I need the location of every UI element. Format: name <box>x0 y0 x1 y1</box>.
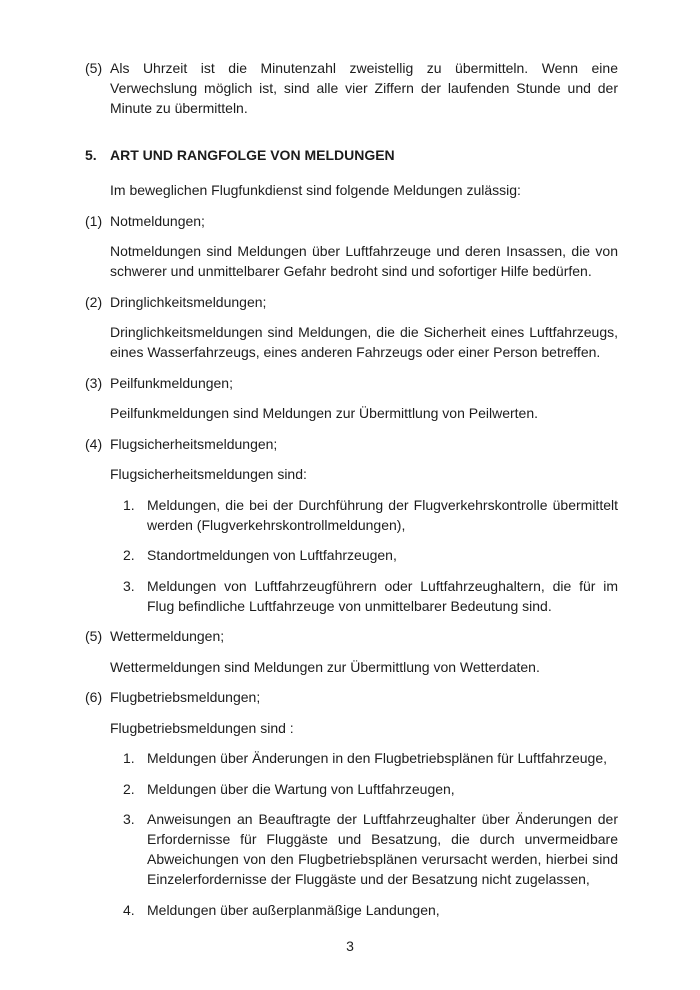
numbered-item <box>85 373 618 393</box>
indent-spacer <box>85 779 110 799</box>
item-label: Notmeldungen; <box>110 212 205 229</box>
sub-item-wrap <box>123 809 618 889</box>
item-body-text: Flugsicherheitsmeldungen sind: <box>110 466 307 482</box>
indent-spacer <box>85 403 110 423</box>
item-body-text: Flugbetriebsmeldungen sind : <box>110 719 294 736</box>
item-label: Peilfunkmeldungen; <box>110 374 233 391</box>
sub-item-text: Meldungen, die bei der Durchführung der Flugverkehrskontrolle übermittelt werden (Flugverkehrskontrollmeldungen), <box>147 496 618 533</box>
item-marker: (6) <box>85 689 103 705</box>
numbered-item <box>85 626 618 646</box>
sub-item-number: 2. <box>123 547 135 563</box>
item-body <box>85 718 618 738</box>
sub-item-text: Meldungen über außerplanmäßige Landungen, <box>147 901 440 918</box>
indent-spacer <box>85 464 110 484</box>
item-marker: (3) <box>85 374 103 391</box>
sub-item-number: 1. <box>123 496 135 513</box>
item-body-text: Wettermeldungen sind Meldungen zur Übermittlung von Wetterdaten. <box>110 658 540 675</box>
item-marker: (4) <box>85 435 103 452</box>
indent-spacer <box>85 180 110 200</box>
indent-spacer <box>85 748 110 768</box>
item-label: Wettermeldungen; <box>110 628 225 644</box>
item-label: Dringlichkeitsmeldungen; <box>110 293 267 310</box>
sub-item-text: Meldungen über Änderungen in den Flugbetriebsplänen für Luftfahrzeuge, <box>147 750 607 766</box>
numbered-item <box>85 211 618 231</box>
indent-spacer <box>85 900 110 920</box>
sub-item-number: 3. <box>123 811 135 827</box>
numbered-item <box>85 434 618 454</box>
leading-item <box>85 58 618 118</box>
sub-item-number: 3. <box>123 577 135 594</box>
sub-item-wrap <box>123 576 618 616</box>
leading-item-text: Als Uhrzeit ist die Minutenzahl zweistellig zu übermitteln. Wenn eine Verwechslung möglich ist, sind alle vier Ziffern der laufenden Stunde und der Minute zu übermitteln. <box>110 60 618 116</box>
page-number: 3 <box>346 938 354 954</box>
section-heading <box>85 145 618 165</box>
sub-item-wrap <box>123 779 618 799</box>
sub-item <box>85 900 618 920</box>
item-body <box>85 241 618 281</box>
item-body <box>85 464 618 484</box>
sub-item-wrap <box>123 495 618 535</box>
section-intro <box>85 180 618 200</box>
sub-item <box>85 545 618 565</box>
item-marker: (5) <box>85 628 103 644</box>
item-marker: (1) <box>85 212 103 229</box>
indent-spacer <box>85 495 110 535</box>
sub-item-number: 2. <box>123 780 135 797</box>
item-body <box>85 657 618 677</box>
indent-spacer <box>85 241 110 281</box>
item-label: Flugsicherheitsmeldungen; <box>110 435 278 452</box>
sub-item-wrap <box>123 545 618 565</box>
sub-item <box>85 748 618 768</box>
sub-item-number: 4. <box>123 901 135 918</box>
sub-item <box>85 779 618 799</box>
indent-spacer <box>85 576 110 616</box>
sub-item <box>85 576 618 616</box>
indent-spacer <box>85 322 110 362</box>
leading-item-marker: (5) <box>85 60 103 76</box>
item-label: Flugbetriebsmeldungen; <box>110 689 261 705</box>
section-intro-text: Im beweglichen Flugfunkdienst sind folgende Meldungen zulässig: <box>110 182 521 198</box>
sub-item-text: Standortmeldungen von Luftfahrzeugen, <box>147 547 397 563</box>
item-body-text: Peilfunkmeldungen sind Meldungen zur Übermittlung von Peilwerten. <box>110 405 539 421</box>
indent-spacer <box>85 545 110 565</box>
sub-item-text: Meldungen von Luftfahrzeugführern oder Luftfahrzeughaltern, die für im Flug befindliche Luftfahrzeuge von unmittelbarer Bedeutung sind. <box>147 577 618 614</box>
numbered-item <box>85 687 618 707</box>
sub-item-number: 1. <box>123 750 135 766</box>
section-number: 5. <box>85 147 97 163</box>
indent-spacer <box>85 657 110 677</box>
sub-item-text: Meldungen über die Wartung von Luftfahrzeugen, <box>147 780 455 797</box>
sub-item-text: Anweisungen an Beauftragte der Luftfahrzeughalter über Änderungen der Erfordernisse für Fluggäste und Besatzung, die durch unvermeidbare Abweichungen von den Flugbetriebsplänen verursacht werden, hierbei sind Einzelerfordernisse der Fluggäste und der Besatzung nicht zugelassen, <box>147 811 618 887</box>
item-body <box>85 403 618 423</box>
section-title: ART UND RANGFOLGE VON MELDUNGEN <box>110 147 395 163</box>
item-body-text: Notmeldungen sind Meldungen über Luftfahrzeuge und deren Insassen, die von schwerer und unmittelbarer Gefahr bedroht sind und sofortiger Hilfe bedürfen. <box>110 243 618 279</box>
indent-spacer <box>85 718 110 738</box>
item-marker: (2) <box>85 293 103 310</box>
item-body-text: Dringlichkeitsmeldungen sind Meldungen, die die Sicherheit eines Luftfahrzeugs, eines Wasserfahrzeugs, eines anderen Fahrzeugs oder einer Person betreffen. <box>110 324 618 360</box>
sub-item-wrap <box>123 900 618 920</box>
numbered-item <box>85 292 618 312</box>
sub-item <box>85 495 618 535</box>
sub-item <box>85 809 618 889</box>
item-body <box>85 322 618 362</box>
indent-spacer <box>85 809 110 889</box>
sub-item-wrap <box>123 748 618 768</box>
